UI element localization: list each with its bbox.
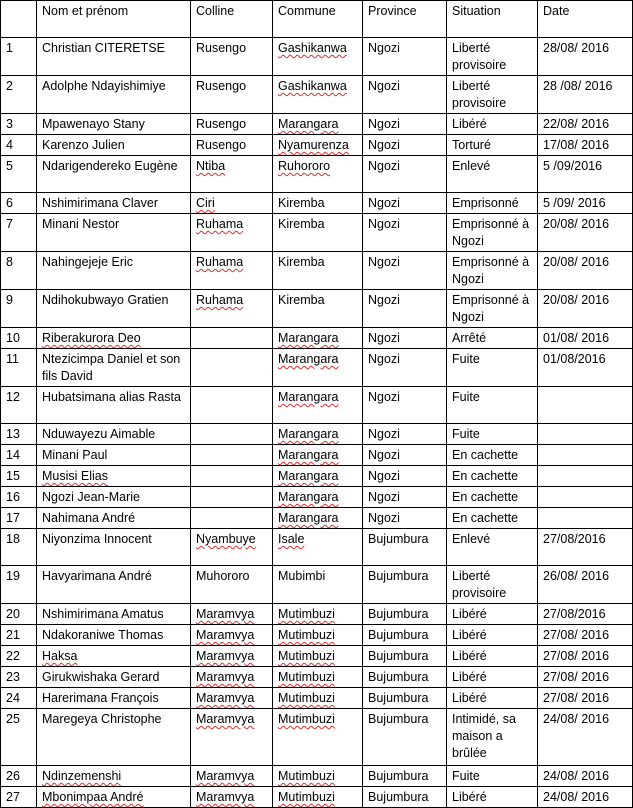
cell-colline: Maramvya — [191, 787, 273, 808]
cell-commune: Marangara — [273, 349, 363, 387]
cell-date: 20/08/ 2016 — [538, 290, 633, 328]
cell-date: 27/08/ 2016 — [538, 625, 633, 646]
table-row — [1, 688, 633, 709]
cell-name: Niyonzima Innocent — [37, 529, 191, 566]
cell-colline — [191, 328, 273, 349]
table-row — [1, 156, 633, 193]
cell-province: Ngozi — [363, 193, 447, 214]
cell-province: Ngozi — [363, 76, 447, 114]
cell-date — [538, 466, 633, 487]
table-row — [1, 787, 633, 808]
cell-colline: Ruhama — [191, 252, 273, 290]
cell-colline: Rusengo — [191, 135, 273, 156]
cell-situation: En cachette — [447, 466, 538, 487]
cell-name: Maregeya Christophe — [37, 709, 191, 766]
cell-situation: Libéré — [447, 667, 538, 688]
cell-situation: Emprisonné à Ngozi — [447, 252, 538, 290]
cell-situation: Liberté provisoire — [447, 76, 538, 114]
cell-colline — [191, 349, 273, 387]
cell-situation: Liberté provisoire — [447, 566, 538, 604]
cell-date: 01/08/2016 — [538, 349, 633, 387]
cell-name: Nahimana André — [37, 508, 191, 529]
cell-colline — [191, 466, 273, 487]
cell-province: Bujumbura — [363, 566, 447, 604]
cell-situation: Libéré — [447, 688, 538, 709]
cell-name: Haksa — [37, 646, 191, 667]
cell-name: Nahingejeje Eric — [37, 252, 191, 290]
cell-situation: Emprisonné — [447, 193, 538, 214]
cell-commune: Mutimbuzi — [273, 709, 363, 766]
table-row — [1, 114, 633, 135]
cell-name: Christian CITERETSE — [37, 38, 191, 76]
cell-commune: Mutimbuzi — [273, 604, 363, 625]
cell-name: Ngozi Jean-Marie — [37, 487, 191, 508]
table-row — [1, 709, 633, 766]
cell-number: 18 — [1, 529, 37, 566]
col-header-number — [1, 1, 37, 38]
cell-province: Bujumbura — [363, 604, 447, 625]
cell-situation: Fuite — [447, 424, 538, 445]
cell-colline — [191, 445, 273, 466]
cell-situation: Arrêté — [447, 328, 538, 349]
cell-number: 1 — [1, 38, 37, 76]
cell-name: Nshimirimana Amatus — [37, 604, 191, 625]
cell-colline: Maramvya — [191, 667, 273, 688]
table-row — [1, 135, 633, 156]
cell-name: Mbonimpaa André — [37, 787, 191, 808]
cell-situation: Intimidé, sa maison a brûlée — [447, 709, 538, 766]
cell-commune: Marangara — [273, 508, 363, 529]
cell-date: 20/08/ 2016 — [538, 252, 633, 290]
cell-province: Bujumbura — [363, 529, 447, 566]
cell-number: 9 — [1, 290, 37, 328]
table-row — [1, 328, 633, 349]
cell-province: Ngozi — [363, 424, 447, 445]
cell-number: 21 — [1, 625, 37, 646]
cell-commune: Mutimbuzi — [273, 625, 363, 646]
cell-date: 26/08/ 2016 — [538, 566, 633, 604]
cell-date — [538, 424, 633, 445]
cell-commune: Marangara — [273, 445, 363, 466]
cell-number: 12 — [1, 387, 37, 424]
cell-commune: Gashikanwa — [273, 38, 363, 76]
cell-province: Ngozi — [363, 252, 447, 290]
cell-number: 27 — [1, 787, 37, 808]
cell-situation: En cachette — [447, 508, 538, 529]
table-row — [1, 766, 633, 787]
table-row — [1, 193, 633, 214]
cell-name: Riberakurora Deo — [37, 328, 191, 349]
cell-situation: En cachette — [447, 487, 538, 508]
cell-name: Ntezicimpa Daniel et son fils David — [37, 349, 191, 387]
cell-number: 6 — [1, 193, 37, 214]
cell-date: 28 /08/ 2016 — [538, 76, 633, 114]
table-row — [1, 349, 633, 387]
cell-commune: Marangara — [273, 487, 363, 508]
cell-colline: Ntiba — [191, 156, 273, 193]
cell-number: 17 — [1, 508, 37, 529]
cell-number: 13 — [1, 424, 37, 445]
cell-province: Ngozi — [363, 328, 447, 349]
cell-province: Ngozi — [363, 508, 447, 529]
cell-number: 24 — [1, 688, 37, 709]
cell-commune: Marangara — [273, 387, 363, 424]
cell-colline: Maramvya — [191, 646, 273, 667]
cell-date: 28/08/ 2016 — [538, 38, 633, 76]
col-header-province: Province — [363, 1, 447, 38]
cell-date: 24/08/ 2016 — [538, 787, 633, 808]
cell-colline — [191, 487, 273, 508]
cell-name: Ndarigendereko Eugène — [37, 156, 191, 193]
cell-number: 15 — [1, 466, 37, 487]
table-row — [1, 214, 633, 252]
col-header-colline: Colline — [191, 1, 273, 38]
table-row — [1, 252, 633, 290]
cell-colline: Maramvya — [191, 688, 273, 709]
cell-number: 26 — [1, 766, 37, 787]
cell-colline: Muhororo — [191, 566, 273, 604]
cell-situation: Fuite — [447, 387, 538, 424]
header-row — [1, 1, 633, 38]
cell-commune: Kiremba — [273, 252, 363, 290]
cell-province: Ngozi — [363, 214, 447, 252]
cell-colline — [191, 387, 273, 424]
cell-colline: Maramvya — [191, 625, 273, 646]
cell-province: Bujumbura — [363, 646, 447, 667]
cell-number: 3 — [1, 114, 37, 135]
cell-date — [538, 508, 633, 529]
cell-name: Minani Nestor — [37, 214, 191, 252]
cell-situation: Liberté provisoire — [447, 38, 538, 76]
table-row — [1, 508, 633, 529]
cell-name: Harerimana François — [37, 688, 191, 709]
cell-number: 11 — [1, 349, 37, 387]
cell-name: Musisi Elias — [37, 466, 191, 487]
cell-situation: Libéré — [447, 787, 538, 808]
cell-number: 20 — [1, 604, 37, 625]
cell-colline: Ruhama — [191, 214, 273, 252]
cell-situation: Fuite — [447, 349, 538, 387]
cell-commune: Mutimbuzi — [273, 688, 363, 709]
table-row — [1, 566, 633, 604]
cell-name: Ndinzemenshi — [37, 766, 191, 787]
cell-commune: Marangara — [273, 328, 363, 349]
cell-commune: Mutimbuzi — [273, 667, 363, 688]
cell-situation: En cachette — [447, 445, 538, 466]
cell-date: 27/08/ 2016 — [538, 688, 633, 709]
cell-province: Ngozi — [363, 290, 447, 328]
cell-commune: Mutimbuzi — [273, 787, 363, 808]
cell-province: Bujumbura — [363, 667, 447, 688]
cell-name: Girukwishaka Gerard — [37, 667, 191, 688]
cell-number: 19 — [1, 566, 37, 604]
cell-date — [538, 487, 633, 508]
cell-colline: Rusengo — [191, 76, 273, 114]
cell-situation: Libéré — [447, 604, 538, 625]
cell-number: 5 — [1, 156, 37, 193]
cell-province: Ngozi — [363, 466, 447, 487]
table-row — [1, 424, 633, 445]
cell-commune: Mutimbuzi — [273, 766, 363, 787]
cell-commune: Marangara — [273, 466, 363, 487]
cell-colline — [191, 508, 273, 529]
cell-province: Ngozi — [363, 445, 447, 466]
cell-name: Nshimirimana Claver — [37, 193, 191, 214]
cell-province: Ngozi — [363, 487, 447, 508]
col-header-name: Nom et prénom — [37, 1, 191, 38]
cell-province: Ngozi — [363, 114, 447, 135]
cell-name: Adolphe Ndayishimiye — [37, 76, 191, 114]
table-row — [1, 487, 633, 508]
cell-colline: Maramvya — [191, 604, 273, 625]
cell-situation: Torturé — [447, 135, 538, 156]
cell-date — [538, 445, 633, 466]
cell-date: 27/08/2016 — [538, 529, 633, 566]
cell-commune: Gashikanwa — [273, 76, 363, 114]
cell-number: 23 — [1, 667, 37, 688]
table-row — [1, 445, 633, 466]
cell-date: 27/08/2016 — [538, 604, 633, 625]
table-row — [1, 466, 633, 487]
cell-name: Ndihokubwayo Gratien — [37, 290, 191, 328]
table-row — [1, 38, 633, 76]
cell-situation: Libéré — [447, 646, 538, 667]
cell-situation: Enlevé — [447, 156, 538, 193]
cell-commune: Kiremba — [273, 290, 363, 328]
cell-date: 17/08/ 2016 — [538, 135, 633, 156]
cell-province: Bujumbura — [363, 766, 447, 787]
cell-date — [538, 387, 633, 424]
cell-commune: Nyamurenza — [273, 135, 363, 156]
cell-name: Ndakoraniwe Thomas — [37, 625, 191, 646]
cell-province: Ngozi — [363, 38, 447, 76]
cell-name: Karenzo Julien — [37, 135, 191, 156]
cell-date: 5 /09/2016 — [538, 156, 633, 193]
cell-situation: Emprisonné à Ngozi — [447, 214, 538, 252]
cell-number: 25 — [1, 709, 37, 766]
cell-number: 10 — [1, 328, 37, 349]
cell-date: 27/08/ 2016 — [538, 646, 633, 667]
cell-commune: Mubimbi — [273, 566, 363, 604]
cell-number: 8 — [1, 252, 37, 290]
cell-situation: Fuite — [447, 766, 538, 787]
col-header-date: Date — [538, 1, 633, 38]
cell-date: 20/08/ 2016 — [538, 214, 633, 252]
table-row — [1, 290, 633, 328]
cell-colline: Ciri — [191, 193, 273, 214]
cell-number: 7 — [1, 214, 37, 252]
cell-number: 14 — [1, 445, 37, 466]
cell-commune: Kiremba — [273, 193, 363, 214]
cell-colline: Rusengo — [191, 38, 273, 76]
cell-date: 01/08/ 2016 — [538, 328, 633, 349]
cell-number: 16 — [1, 487, 37, 508]
cell-number: 22 — [1, 646, 37, 667]
cell-date: 24/08/ 2016 — [538, 766, 633, 787]
cell-province: Bujumbura — [363, 688, 447, 709]
cell-date: 5 /09/ 2016 — [538, 193, 633, 214]
cell-number: 4 — [1, 135, 37, 156]
cell-province: Bujumbura — [363, 787, 447, 808]
cell-province: Ngozi — [363, 387, 447, 424]
cell-commune: Ruhororo — [273, 156, 363, 193]
cell-commune: Mutimbuzi — [273, 646, 363, 667]
cell-situation: Libéré — [447, 114, 538, 135]
cell-date: 24/08/ 2016 — [538, 709, 633, 766]
cell-number: 2 — [1, 76, 37, 114]
cell-name: Minani Paul — [37, 445, 191, 466]
table-row — [1, 76, 633, 114]
table-row — [1, 529, 633, 566]
cell-situation: Enlevé — [447, 529, 538, 566]
cell-colline: Ruhama — [191, 290, 273, 328]
cell-province: Bujumbura — [363, 709, 447, 766]
table-row — [1, 646, 633, 667]
cell-date: 27/08/ 2016 — [538, 667, 633, 688]
cell-colline: Maramvya — [191, 766, 273, 787]
table-row — [1, 625, 633, 646]
cell-colline: Nyambuye — [191, 529, 273, 566]
cell-colline: Maramvya — [191, 709, 273, 766]
table-row — [1, 667, 633, 688]
cell-province: Bujumbura — [363, 625, 447, 646]
cell-colline: Rusengo — [191, 114, 273, 135]
col-header-situation: Situation — [447, 1, 538, 38]
cell-name: Mpawenayo Stany — [37, 114, 191, 135]
cell-commune: Marangara — [273, 114, 363, 135]
cell-province: Ngozi — [363, 135, 447, 156]
cell-commune: Marangara — [273, 424, 363, 445]
col-header-commune: Commune — [273, 1, 363, 38]
table-row — [1, 604, 633, 625]
cell-name: Havyarimana André — [37, 566, 191, 604]
cell-name: Nduwayezu Aimable — [37, 424, 191, 445]
cell-commune: Kiremba — [273, 214, 363, 252]
cell-situation: Libéré — [447, 625, 538, 646]
cell-situation: Emprisonné à Ngozi — [447, 290, 538, 328]
cell-commune: Isale — [273, 529, 363, 566]
cell-name: Hubatsimana alias Rasta — [37, 387, 191, 424]
cell-province: Ngozi — [363, 349, 447, 387]
table-row — [1, 387, 633, 424]
cell-colline — [191, 424, 273, 445]
cell-province: Ngozi — [363, 156, 447, 193]
cell-date: 22/08/ 2016 — [538, 114, 633, 135]
